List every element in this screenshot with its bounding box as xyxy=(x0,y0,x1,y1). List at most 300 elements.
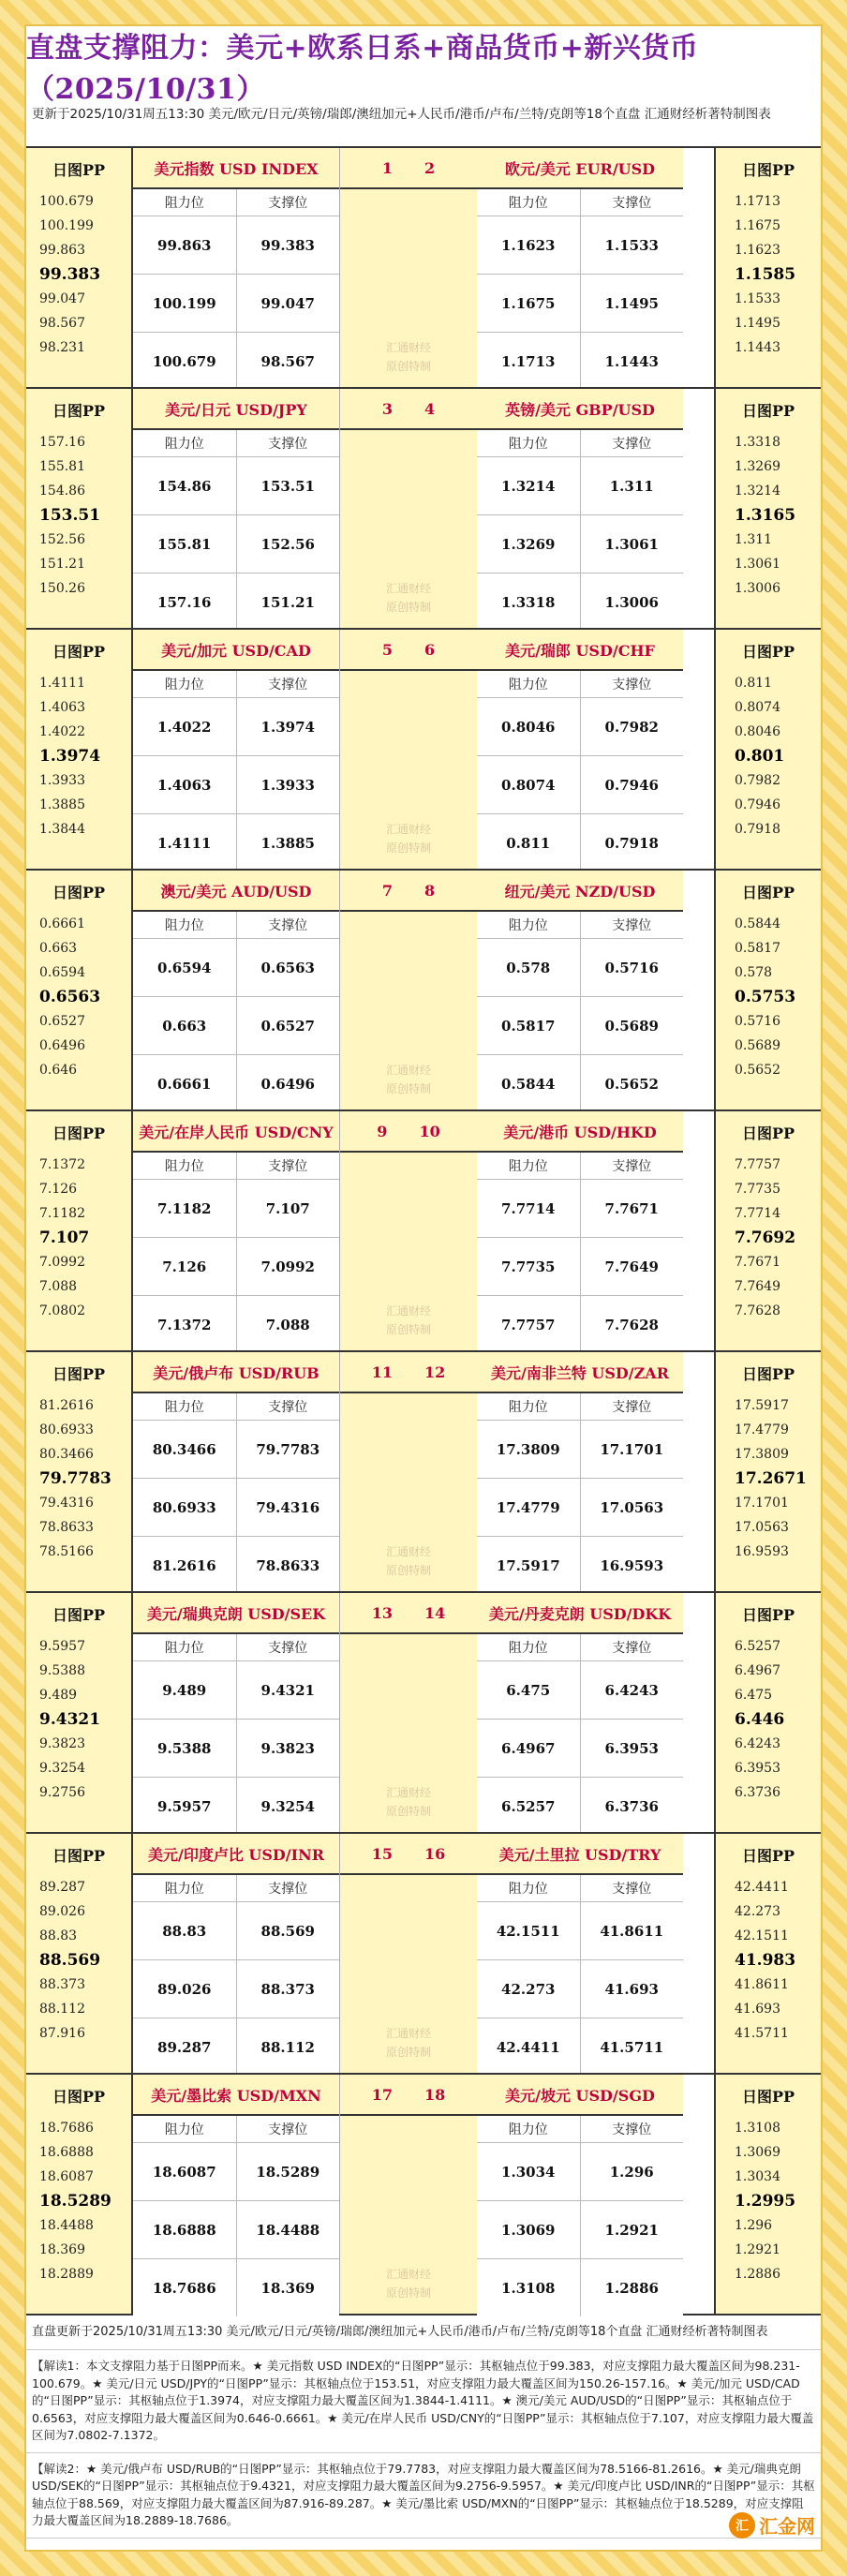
pair-table xyxy=(476,1834,683,2073)
column-headers xyxy=(477,2116,683,2143)
pivot-value: 99.383 xyxy=(39,265,101,284)
column-headers xyxy=(477,189,683,216)
support-value: 99.383 xyxy=(260,236,315,254)
support-value: 18.369 xyxy=(260,2279,315,2297)
table-row xyxy=(477,2018,683,2076)
support-value: 0.6496 xyxy=(260,1075,315,1093)
support-value: 9.3254 xyxy=(260,1797,315,1815)
support-header: 支撑位 xyxy=(268,678,308,692)
page-container xyxy=(26,26,821,2550)
table-row xyxy=(477,1180,683,1238)
index-column xyxy=(339,1111,477,1350)
pp-level-value: 1.3061 xyxy=(735,557,780,572)
support-value: 7.7628 xyxy=(604,1316,659,1333)
pair-index: 8 xyxy=(424,881,436,900)
table-row xyxy=(477,515,683,573)
support-value: 9.4321 xyxy=(260,1681,315,1699)
watermark xyxy=(340,1061,477,1098)
pair-index: 17 xyxy=(371,2085,393,2104)
support-value: 0.5652 xyxy=(604,1075,659,1093)
support-value: 0.5689 xyxy=(604,1017,659,1035)
support-header: 支撑位 xyxy=(268,1882,308,1897)
watermark-line: 汇通财经 xyxy=(385,1304,431,1318)
pivot-value: 153.51 xyxy=(39,506,101,525)
table-row xyxy=(477,2259,683,2316)
support-value: 0.6527 xyxy=(260,1017,315,1035)
pair-name: 澳元/美元 AUD/USD xyxy=(133,871,339,912)
pair-table xyxy=(133,1352,339,1591)
watermark-line: 汇通财经 xyxy=(385,341,431,354)
daily-pp-header: 日图PP xyxy=(52,1605,106,1624)
pp-level-value: 9.5957 xyxy=(39,1639,85,1654)
pp-level-value: 9.3823 xyxy=(39,1736,85,1751)
pp-level-value: 7.0992 xyxy=(39,1255,85,1270)
resistance-value: 1.3108 xyxy=(477,2259,581,2316)
table-row xyxy=(477,1661,683,1720)
daily-pp-column xyxy=(714,630,821,869)
table-row xyxy=(477,997,683,1055)
table-row xyxy=(477,1778,683,1835)
support-value: 6.3736 xyxy=(604,1797,659,1815)
support-value: 1.1495 xyxy=(604,294,659,312)
pair-table xyxy=(133,871,339,1109)
daily-pp-header: 日图PP xyxy=(741,883,795,901)
page-title: 直盘支撑阻力：美元+欧系日系+商品货币+新兴货币（2025/10/31） xyxy=(26,26,821,105)
pp-level-value: 17.5917 xyxy=(735,1398,789,1413)
resistance-value: 42.4411 xyxy=(477,2018,581,2076)
watermark-line: 原创特制 xyxy=(385,2046,431,2059)
support-value: 152.56 xyxy=(260,535,315,553)
pp-level-value: 87.916 xyxy=(39,2026,85,2041)
pp-level-value: 7.7757 xyxy=(735,1157,780,1172)
support-header: 支撑位 xyxy=(612,1159,652,1174)
pp-level-value: 42.4411 xyxy=(735,1880,789,1895)
daily-pp-column xyxy=(26,2075,133,2314)
support-header: 支撑位 xyxy=(268,1400,308,1415)
table-row xyxy=(133,1421,339,1479)
pp-level-value: 0.6661 xyxy=(39,916,85,931)
watermark xyxy=(340,579,477,617)
pair-name: 欧元/美元 EUR/USD xyxy=(477,148,683,189)
resistance-value: 99.863 xyxy=(133,216,237,274)
pp-level-value: 0.7982 xyxy=(735,773,780,788)
support-value: 1.311 xyxy=(609,477,654,495)
pp-level-value: 0.8074 xyxy=(735,700,780,715)
table-row xyxy=(133,1720,339,1778)
pp-level-value: 0.8046 xyxy=(735,724,780,739)
table-row xyxy=(133,814,339,871)
pp-level-value: 0.6594 xyxy=(39,965,85,980)
resistance-header: 阻力位 xyxy=(477,189,581,216)
logo-text: 汇金网 xyxy=(759,2515,815,2538)
pp-level-value: 7.088 xyxy=(39,1279,78,1294)
pp-level-value: 1.1533 xyxy=(735,291,780,306)
pp-level-value: 18.6087 xyxy=(39,2169,94,2184)
index-column xyxy=(339,1593,477,1832)
pp-level-value: 7.1182 xyxy=(39,1206,85,1221)
pp-level-value: 81.2616 xyxy=(39,1398,94,1413)
pivot-value: 17.2671 xyxy=(735,1469,807,1488)
rates-table xyxy=(26,146,821,2315)
table-row xyxy=(133,1902,339,1960)
pivot-value: 1.3974 xyxy=(39,747,101,766)
pair-table xyxy=(476,630,683,869)
pair-table xyxy=(133,630,339,869)
pp-level-value: 17.3809 xyxy=(735,1447,789,1462)
pp-level-value: 80.6933 xyxy=(39,1422,94,1437)
pair-table xyxy=(476,1593,683,1832)
pp-level-value: 18.7686 xyxy=(39,2121,94,2136)
pp-level-value: 17.0563 xyxy=(735,1520,789,1535)
pp-level-value: 0.5652 xyxy=(735,1063,780,1078)
pair-index: 13 xyxy=(371,1603,393,1622)
pair-table xyxy=(476,2075,683,2314)
pp-level-value: 0.6496 xyxy=(39,1038,85,1053)
support-value: 88.112 xyxy=(260,2038,315,2056)
pair-index-numbers xyxy=(340,1352,477,1393)
daily-pp-header: 日图PP xyxy=(52,401,106,420)
pp-level-value: 1.1623 xyxy=(735,243,780,258)
resistance-value: 80.6933 xyxy=(133,1479,237,1536)
resistance-header: 阻力位 xyxy=(133,1153,237,1179)
pp-level-value: 9.489 xyxy=(39,1688,78,1703)
support-value: 7.107 xyxy=(265,1199,310,1217)
table-row xyxy=(477,814,683,871)
pp-level-value: 154.86 xyxy=(39,484,85,499)
pp-level-value: 1.1495 xyxy=(735,316,780,331)
pivot-value: 7.107 xyxy=(39,1228,90,1247)
resistance-header: 阻力位 xyxy=(477,671,581,697)
footer xyxy=(26,2315,821,2539)
pp-level-value: 88.83 xyxy=(39,1928,78,1943)
watermark-line: 原创特制 xyxy=(385,1564,431,1577)
resistance-value: 17.4779 xyxy=(477,1479,581,1536)
pivot-value: 1.2995 xyxy=(735,2192,796,2211)
pp-level-value: 88.373 xyxy=(39,1977,85,1992)
table-row xyxy=(133,333,339,390)
daily-pp-column xyxy=(714,148,821,387)
support-value: 151.21 xyxy=(260,593,315,611)
column-headers xyxy=(133,1875,339,1902)
pp-level-value: 157.16 xyxy=(39,435,85,450)
resistance-value: 81.2616 xyxy=(133,1537,237,1594)
table-row xyxy=(133,1238,339,1296)
daily-pp-header: 日图PP xyxy=(741,2087,795,2106)
resistance-value: 0.6661 xyxy=(133,1055,237,1112)
index-column xyxy=(339,389,477,628)
pair-index: 10 xyxy=(419,1122,440,1140)
pivot-value: 41.983 xyxy=(735,1951,796,1970)
table-row xyxy=(133,1055,339,1112)
footer-note-1: 【解读1：本文支撑阻力基于日图PP而来。★ 美元指数 USD INDEX的“日图PP”显示：其枢轴点位于99.383，对应支撑阻力最大覆盖区间为98.231-100.679。★ 美元/日元 USD/JPY的“日图PP”显示：其枢轴点位于153.51，对应支撑阻力最大覆盖区间为150.26-157.16。★ 美元/加元 USD/CAD的“日图PP”显示：其枢轴点位于1.3974，对应支撑阻力最大覆盖区间为1.3844-1.4111。★ 澳元/美元 AUD/USD的“日图PP”显示：其枢轴点位于0.6563，对应支撑阻力最大覆盖区间为0.646-0.6661。★ 美元/在岸人民币 USD/CNY的“日图PP”显示：其枢轴点位于7.107，对应支撑阻力最大覆盖区间为7.0802-7.1372。 xyxy=(26,2350,821,2453)
support-value: 1.3933 xyxy=(260,776,315,794)
daily-pp-header: 日图PP xyxy=(741,401,795,420)
support-value: 17.0563 xyxy=(600,1498,664,1516)
pp-level-value: 89.026 xyxy=(39,1904,85,1919)
pair-index-numbers xyxy=(340,1111,477,1153)
resistance-value: 80.3466 xyxy=(133,1421,237,1478)
pp-level-value: 7.7714 xyxy=(735,1206,780,1221)
watermark-line: 原创特制 xyxy=(385,2286,431,2300)
support-value: 6.3953 xyxy=(604,1739,659,1757)
pair-index: 7 xyxy=(381,881,393,900)
pp-level-value: 7.7671 xyxy=(735,1255,780,1270)
pp-level-value: 151.21 xyxy=(39,557,85,572)
table-row xyxy=(133,216,339,275)
resistance-value: 89.026 xyxy=(133,1960,237,2018)
footer-updated: 直盘更新于2025/10/31周五13:30 美元/欧元/日元/英镑/瑞郎/澳纽加元+人民币/港币/卢布/兰特/克朗等18个直盘 汇通财经析著特制图表 xyxy=(26,2315,821,2350)
daily-pp-column xyxy=(26,389,133,628)
pp-level-value: 7.7735 xyxy=(735,1182,780,1197)
resistance-value: 6.475 xyxy=(477,1661,581,1719)
support-value: 1.1533 xyxy=(604,236,659,254)
resistance-header: 阻力位 xyxy=(477,1153,581,1179)
pair-block xyxy=(26,146,821,387)
pair-name: 美元/俄卢布 USD/RUB xyxy=(133,1352,339,1393)
support-header: 支撑位 xyxy=(612,196,652,211)
column-headers xyxy=(477,430,683,457)
daily-pp-column xyxy=(714,871,821,1109)
resistance-header: 阻力位 xyxy=(133,671,237,697)
daily-pp-column xyxy=(26,1593,133,1832)
support-value: 0.7946 xyxy=(604,776,659,794)
support-value: 1.296 xyxy=(609,2163,654,2181)
pp-level-value: 0.811 xyxy=(735,676,773,691)
table-row xyxy=(477,1537,683,1594)
resistance-header: 阻力位 xyxy=(133,1875,237,1901)
pp-level-value: 0.7918 xyxy=(735,822,780,837)
pair-name: 美元/港币 USD/HKD xyxy=(477,1111,683,1153)
support-value: 41.5711 xyxy=(600,2038,664,2056)
column-headers xyxy=(477,1153,683,1180)
table-row xyxy=(133,1778,339,1835)
table-row xyxy=(133,698,339,756)
table-row xyxy=(477,1296,683,1353)
pp-level-value: 0.646 xyxy=(39,1063,78,1078)
resistance-value: 1.3069 xyxy=(477,2201,581,2258)
page-subtitle: 更新于2025/10/31周五13:30 美元/欧元/日元/英镑/瑞郎/澳纽加元+人民币/港币/卢布/兰特/克朗等18个直盘 汇通财经析著特制图表 xyxy=(32,107,771,122)
resistance-value: 7.1182 xyxy=(133,1180,237,1237)
resistance-header: 阻力位 xyxy=(477,1393,581,1420)
pp-level-value: 1.3108 xyxy=(735,2121,780,2136)
pivot-value: 1.1585 xyxy=(735,265,796,284)
pp-level-value: 1.3933 xyxy=(39,773,85,788)
column-headers xyxy=(477,912,683,939)
support-value: 17.1701 xyxy=(600,1440,664,1458)
resistance-value: 7.1372 xyxy=(133,1296,237,1353)
watermark xyxy=(340,1783,477,1821)
pp-level-value: 42.1511 xyxy=(735,1928,789,1943)
column-headers xyxy=(133,1634,339,1661)
pp-level-value: 99.047 xyxy=(39,291,85,306)
pp-level-value: 0.5689 xyxy=(735,1038,780,1053)
table-row xyxy=(133,756,339,814)
daily-pp-header: 日图PP xyxy=(52,2087,106,2106)
resistance-value: 100.199 xyxy=(133,275,237,332)
support-value: 153.51 xyxy=(260,477,315,495)
pair-index: 18 xyxy=(424,2085,446,2104)
pp-level-value: 6.5257 xyxy=(735,1639,780,1654)
pp-level-value: 1.296 xyxy=(735,2218,773,2233)
pp-level-value: 0.5716 xyxy=(735,1014,780,1029)
pivot-value: 1.3165 xyxy=(735,506,796,525)
resistance-value: 100.679 xyxy=(133,333,237,390)
watermark xyxy=(340,2024,477,2062)
table-row xyxy=(477,1902,683,1960)
watermark xyxy=(340,820,477,857)
pp-level-value: 0.5844 xyxy=(735,916,780,931)
pp-level-value: 88.112 xyxy=(39,2002,85,2017)
watermark-line: 汇通财经 xyxy=(385,2268,431,2281)
table-row xyxy=(477,573,683,631)
resistance-header: 阻力位 xyxy=(477,912,581,938)
pp-level-value: 78.8633 xyxy=(39,1520,94,1535)
pair-table xyxy=(476,871,683,1109)
pp-level-value: 80.3466 xyxy=(39,1447,94,1462)
support-header: 支撑位 xyxy=(268,196,308,211)
pp-level-value: 18.6888 xyxy=(39,2145,94,2160)
pp-level-value: 1.2886 xyxy=(735,2267,780,2282)
pp-level-value: 7.126 xyxy=(39,1182,78,1197)
pp-level-value: 41.8611 xyxy=(735,1977,789,1992)
pp-level-value: 0.6527 xyxy=(39,1014,85,1029)
resistance-value: 42.273 xyxy=(477,1960,581,2018)
resistance-value: 7.126 xyxy=(133,1238,237,1295)
pair-index: 1 xyxy=(381,158,393,177)
table-row xyxy=(133,573,339,631)
pair-table xyxy=(133,1111,339,1350)
pp-level-value: 1.3269 xyxy=(735,459,780,474)
table-row xyxy=(477,2143,683,2201)
resistance-value: 0.8074 xyxy=(477,756,581,813)
daily-pp-column xyxy=(26,1834,133,2073)
pp-level-value: 6.4243 xyxy=(735,1736,780,1751)
table-row xyxy=(477,333,683,390)
pp-level-value: 1.3318 xyxy=(735,435,780,450)
resistance-value: 6.4967 xyxy=(477,1720,581,1777)
resistance-value: 0.811 xyxy=(477,814,581,871)
index-column xyxy=(339,1352,477,1591)
pair-name: 美元/土里拉 USD/TRY xyxy=(477,1834,683,1875)
site-logo xyxy=(729,2511,815,2539)
resistance-value: 1.4022 xyxy=(133,698,237,755)
support-value: 1.3006 xyxy=(604,593,659,611)
pair-name: 美元/印度卢比 USD/INR xyxy=(133,1834,339,1875)
pp-level-value: 1.3034 xyxy=(735,2169,780,2184)
table-row xyxy=(133,2259,339,2316)
support-header: 支撑位 xyxy=(612,437,652,452)
pair-block xyxy=(26,628,821,869)
pair-name: 美元/南非兰特 USD/ZAR xyxy=(477,1352,683,1393)
pair-table xyxy=(133,389,339,628)
table-row xyxy=(477,457,683,515)
support-header: 支撑位 xyxy=(612,2122,652,2137)
pp-level-value: 6.3953 xyxy=(735,1761,780,1776)
support-value: 7.0992 xyxy=(260,1258,315,1275)
daily-pp-header: 日图PP xyxy=(741,1364,795,1383)
support-value: 41.693 xyxy=(604,1980,659,1998)
daily-pp-column xyxy=(714,1111,821,1350)
table-row xyxy=(133,1960,339,2018)
resistance-value: 7.7735 xyxy=(477,1238,581,1295)
resistance-value: 42.1511 xyxy=(477,1902,581,1959)
pair-index: 11 xyxy=(371,1362,393,1381)
index-column xyxy=(339,630,477,869)
support-header: 支撑位 xyxy=(268,437,308,452)
pair-index: 5 xyxy=(381,640,393,659)
pair-index: 16 xyxy=(424,1844,446,1863)
pp-level-value: 1.4063 xyxy=(39,700,85,715)
support-header: 支撑位 xyxy=(612,678,652,692)
resistance-value: 1.4063 xyxy=(133,756,237,813)
table-row xyxy=(477,2201,683,2259)
pp-level-value: 1.4111 xyxy=(39,676,85,691)
resistance-value: 0.5844 xyxy=(477,1055,581,1112)
pair-block xyxy=(26,1109,821,1350)
pair-index-numbers xyxy=(340,148,477,189)
pair-name: 美元/墨比索 USD/MXN xyxy=(133,2075,339,2116)
pivot-value: 0.801 xyxy=(735,747,785,766)
pp-level-value: 1.1443 xyxy=(735,340,780,355)
pair-index: 9 xyxy=(377,1122,388,1140)
support-value: 0.6563 xyxy=(260,959,315,976)
pair-table xyxy=(476,1352,683,1591)
support-value: 79.4316 xyxy=(256,1498,320,1516)
table-row xyxy=(477,1421,683,1479)
pair-name: 美元指数 USD INDEX xyxy=(133,148,339,189)
table-row xyxy=(133,1479,339,1537)
pp-level-value: 1.3844 xyxy=(39,822,85,837)
pp-level-value: 100.679 xyxy=(39,194,94,209)
pair-name: 纽元/美元 NZD/USD xyxy=(477,871,683,912)
resistance-value: 17.3809 xyxy=(477,1421,581,1478)
daily-pp-column xyxy=(26,1111,133,1350)
pp-level-value: 1.4022 xyxy=(39,724,85,739)
index-column xyxy=(339,2075,477,2314)
pair-index-numbers xyxy=(340,1593,477,1634)
table-row xyxy=(477,756,683,814)
watermark-line: 原创特制 xyxy=(385,360,431,373)
resistance-value: 7.7757 xyxy=(477,1296,581,1353)
resistance-header: 阻力位 xyxy=(133,1393,237,1420)
support-value: 7.7649 xyxy=(604,1258,659,1275)
daily-pp-header: 日图PP xyxy=(741,1605,795,1624)
watermark-line: 汇通财经 xyxy=(385,823,431,836)
pp-level-value: 100.199 xyxy=(39,218,94,233)
column-headers xyxy=(133,430,339,457)
watermark xyxy=(340,338,477,376)
pp-level-value: 7.1372 xyxy=(39,1157,85,1172)
table-row xyxy=(133,939,339,997)
pp-level-value: 18.2889 xyxy=(39,2267,94,2282)
support-value: 1.3974 xyxy=(260,718,315,736)
daily-pp-column xyxy=(26,630,133,869)
resistance-value: 17.5917 xyxy=(477,1537,581,1594)
pair-index-numbers xyxy=(340,2075,477,2116)
support-value: 9.3823 xyxy=(260,1739,315,1757)
column-headers xyxy=(477,671,683,698)
pp-level-value: 9.2756 xyxy=(39,1785,85,1800)
daily-pp-header: 日图PP xyxy=(741,642,795,661)
pp-level-value: 41.5711 xyxy=(735,2026,789,2041)
support-value: 79.7783 xyxy=(256,1440,320,1458)
daily-pp-header: 日图PP xyxy=(741,1124,795,1142)
watermark xyxy=(340,2265,477,2302)
support-header: 支撑位 xyxy=(268,918,308,933)
pivot-value: 18.5289 xyxy=(39,2192,111,2211)
pair-table xyxy=(476,389,683,628)
table-row xyxy=(133,1296,339,1353)
